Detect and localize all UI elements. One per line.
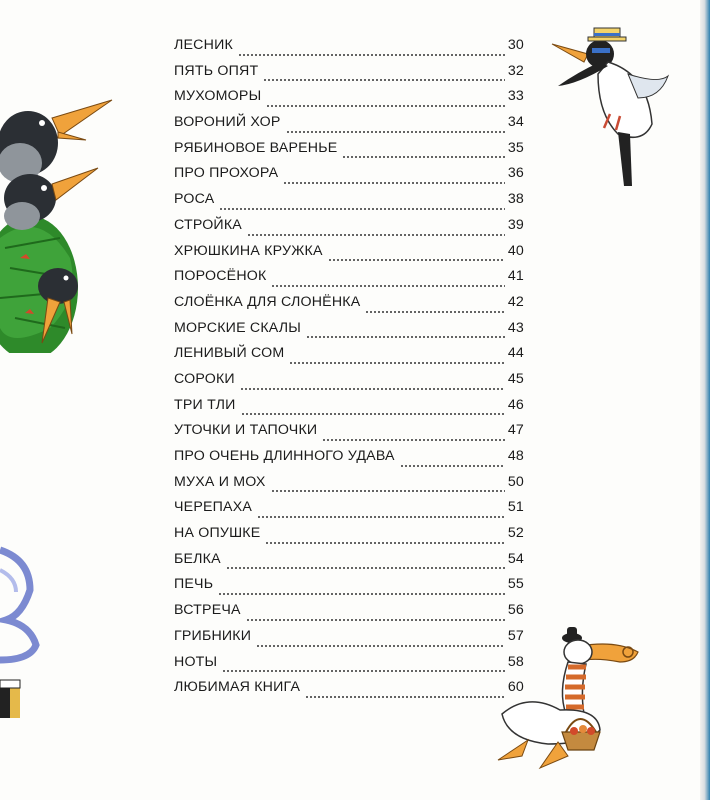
dot-leader (238, 54, 505, 56)
toc-entry-title: НА ОПУШКЕ (174, 525, 261, 542)
dot-leader (218, 593, 505, 595)
toc-entry[interactable] (174, 551, 524, 577)
dot-leader (240, 388, 505, 390)
toc-entry-page-number: 39 (507, 216, 524, 233)
toc-entry[interactable] (174, 371, 524, 397)
toc-entry[interactable] (174, 268, 524, 294)
dot-leader (286, 131, 505, 133)
dot-leader (289, 362, 504, 364)
toc-entry[interactable] (174, 88, 524, 114)
toc-entry[interactable] (174, 448, 524, 474)
toc-entry[interactable] (174, 525, 524, 551)
dot-leader (305, 696, 505, 698)
magpie-in-hat-illustration (548, 14, 678, 189)
toc-entry-title: НОТЫ (174, 653, 218, 670)
toc-entry-page-number: 41 (507, 268, 524, 285)
toc-entry-title: ХРЮШКИНА КРУЖКА (174, 242, 323, 259)
toc-entry-title: МОРСКИЕ СКАЛЫ (174, 319, 302, 336)
toc-entry-page-number: 30 (507, 37, 524, 53)
toc-entry-page-number: 42 (507, 293, 524, 310)
dot-leader (400, 465, 505, 467)
toc-entry-title: РЯБИНОВОЕ ВАРЕНЬЕ (174, 139, 338, 156)
toc-entry[interactable] (174, 294, 524, 320)
toc-entry[interactable] (174, 243, 524, 269)
toc-entry-page-number: 45 (507, 370, 524, 387)
toc-entry-page-number: 50 (507, 473, 524, 490)
toc-entry-page-number: 55 (507, 576, 524, 593)
toc-entry[interactable] (174, 602, 524, 628)
dot-leader (322, 439, 505, 441)
toc-entry-page-number: 36 (507, 165, 524, 182)
toc-entry-title: СТРОЙКА (174, 216, 242, 233)
dot-leader (219, 208, 504, 210)
blue-figure-illustration (0, 530, 50, 725)
toc-entry[interactable] (174, 345, 524, 371)
toc-entry[interactable] (174, 140, 524, 166)
toc-entry-page-number: 46 (507, 396, 524, 413)
dot-leader (222, 670, 505, 672)
toc-entry[interactable] (174, 679, 524, 705)
dot-leader (226, 567, 505, 569)
table-of-contents (174, 37, 524, 705)
toc-entry-page-number: 40 (507, 242, 524, 259)
dot-leader (257, 516, 505, 518)
toc-entry[interactable] (174, 165, 524, 191)
toc-entry-title: ТРИ ТЛИ (174, 396, 236, 413)
page-edge (700, 0, 710, 800)
toc-entry-page-number: 47 (507, 422, 524, 439)
dot-leader (247, 234, 505, 236)
toc-entry-page-number: 38 (507, 191, 524, 208)
toc-entry-page-number: 60 (507, 679, 524, 696)
toc-entry[interactable] (174, 422, 524, 448)
toc-entry[interactable] (174, 654, 524, 680)
toc-entry-page-number: 32 (507, 62, 524, 79)
toc-entry-title: МУХОМОРЫ (174, 88, 262, 105)
dot-leader (283, 182, 505, 184)
toc-entry[interactable] (174, 114, 524, 140)
toc-entry-title: ВОРОНИЙ ХОР (174, 114, 281, 131)
dot-leader (265, 542, 504, 544)
dot-leader (365, 311, 504, 313)
toc-entry-title: ПОРОСЁНОК (174, 268, 267, 285)
dot-leader (246, 619, 505, 621)
toc-entry-page-number: 56 (507, 602, 524, 619)
toc-entry[interactable] (174, 576, 524, 602)
dot-leader (256, 645, 505, 647)
dot-leader (328, 259, 505, 261)
dot-leader (266, 105, 504, 107)
toc-entry-page-number: 54 (507, 550, 524, 567)
toc-entry-title: ПЕЧЬ (174, 576, 214, 593)
toc-entry-page-number: 57 (507, 627, 524, 644)
toc-entry[interactable] (174, 628, 524, 654)
toc-entry-title: ГРИБНИКИ (174, 627, 252, 644)
toc-entry[interactable] (174, 217, 524, 243)
toc-entry-title: СЛОЁНКА ДЛЯ СЛОНЁНКА (174, 293, 361, 310)
toc-entry-page-number: 44 (507, 345, 524, 362)
toc-entry[interactable] (174, 37, 524, 63)
toc-entry-title: ВСТРЕЧА (174, 602, 241, 619)
toc-entry-page-number: 35 (507, 139, 524, 156)
toc-entry[interactable] (174, 397, 524, 423)
toc-entry[interactable] (174, 474, 524, 500)
toc-entry-title: СОРОКИ (174, 370, 235, 387)
toc-entry[interactable] (174, 63, 524, 89)
toc-entry-page-number: 43 (507, 319, 524, 336)
toc-entry-title: ПЯТЬ ОПЯТ (174, 62, 259, 79)
toc-entry-page-number: 48 (507, 448, 524, 464)
toc-entry-page-number: 52 (507, 525, 524, 542)
toc-entry-title: ПРО ОЧЕНЬ ДЛИННОГО УДАВА (174, 448, 395, 464)
toc-entry-title: ЧЕРЕПАХА (174, 499, 253, 516)
toc-entry[interactable] (174, 320, 524, 346)
toc-entry-title: ЛЕНИВЫЙ СОМ (174, 345, 285, 362)
toc-entry-title: УТОЧКИ И ТАПОЧКИ (174, 422, 318, 439)
toc-entry-title: БЕЛКА (174, 550, 221, 567)
toc-entry[interactable] (174, 499, 524, 525)
dot-leader (342, 156, 504, 158)
crows-in-bush-illustration (0, 88, 130, 353)
toc-entry[interactable] (174, 191, 524, 217)
toc-entry-page-number: 33 (507, 88, 524, 105)
dot-leader (271, 490, 505, 492)
dot-leader (271, 285, 504, 287)
toc-entry-title: РОСА (174, 191, 215, 208)
toc-entry-title: ЛЕСНИК (174, 37, 233, 53)
toc-entry-page-number: 34 (507, 114, 524, 131)
dot-leader (263, 79, 505, 81)
toc-entry-title: ПРО ПРОХОРА (174, 165, 279, 182)
dot-leader (241, 413, 505, 415)
toc-entry-page-number: 58 (507, 653, 524, 670)
toc-entry-title: ЛЮБИМАЯ КНИГА (174, 679, 301, 696)
toc-entry-page-number: 51 (507, 499, 524, 516)
toc-entry-title: МУХА И МОХ (174, 473, 266, 490)
dot-leader (306, 336, 505, 338)
